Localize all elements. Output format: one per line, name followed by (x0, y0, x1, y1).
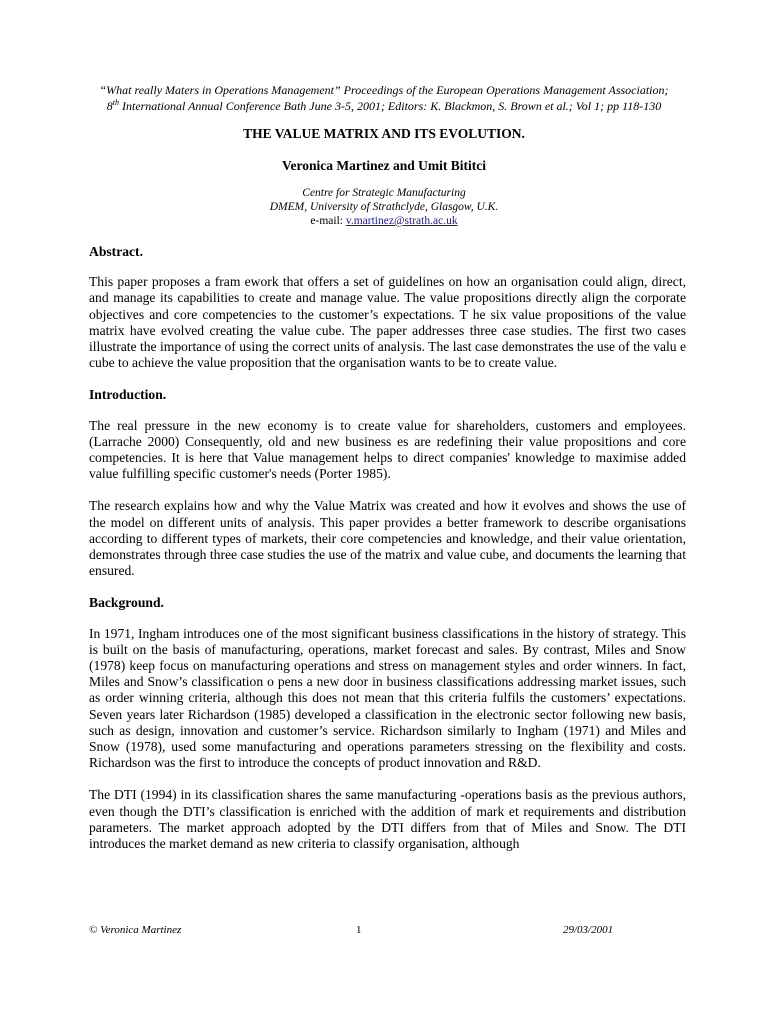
page-footer (0, 924, 768, 938)
abstract-text: This paper proposes a fram ework that offers a set of guidelines on how an organisation could align, direct, and manage its capabilities to create and manage value. The value propositions directly align the corporate objectives and core competencies to the customer’s expectations. T he six value propositions of the value matrix have evolved creating the value cube. The paper addresses three case studies. The first two cases illustrate the importance of using the correct units of analysis. The last case demonstrates the use of the valu e cube to achieve the value proposition that the organisation wants to be to create value. (89, 274, 686, 371)
background-paragraph-2: The DTI (1994) in its classification shares the same manufacturing -operations basis as the previous authors, even though the DTI’s classification is enriched with the addition of mark et requirements and distribution parameters. The market approach adopted by the DTI differs from that of Miles and Snow. The DTI introduces the market demand as new criteria to classify organisation, although (89, 787, 686, 852)
proceedings-header (70, 82, 698, 114)
introduction-paragraph-1: The real pressure in the new economy is to create value for shareholders, customers and employees. (Larrache 2000) Consequently, old and new business es are redefining their value propositions and core competencies. It is here that Value management helps to direct companies' knowledge to maximise added value fulfilling specific customer's needs (Porter 1985). (89, 417, 686, 482)
affiliation-email-line (0, 214, 768, 228)
paper-body (89, 244, 686, 868)
introduction-heading: Introduction. (89, 387, 167, 403)
header-line-2 (70, 98, 698, 114)
affiliation-centre: Centre for Strategic Manufacturing (302, 187, 466, 199)
email-label: e-mail: (310, 215, 346, 227)
author-affiliation (0, 186, 768, 228)
abstract-heading: Abstract. (89, 244, 143, 259)
header-line-2-rest: International Annual Conference Bath June 3-5, 2001; Editors: K. Blackmon, S. Brown et al.; Vol 1; pp 118-130 (118, 99, 662, 113)
header-line-1: “What really Maters in Operations Management” Proceedings of the European Operations Management Association; (99, 83, 669, 97)
header-edition-number: 8 (106, 99, 113, 113)
background-heading: Background. (89, 595, 164, 611)
affiliation-university: DMEM, University of Strathclyde, Glasgow, U.K. (269, 201, 499, 213)
email-link[interactable]: v.martinez@strath.ac.uk (345, 215, 458, 227)
footer-date: 29/03/2001 (563, 924, 614, 936)
paper-title: THE VALUE MATRIX AND ITS EVOLUTION. (243, 126, 525, 141)
background-paragraph-1: In 1971, Ingham introduces one of the most significant business classifications in the history of strategy. This is built on the basis of manufacturing, operations, market forecast and sales. By contrast, Miles and Snow (1978) keep focus on manufacturing operations and stress on management styles and order winners. In fact, Miles and Snow’s classification o pens a new door in business classifications addressing market issues, such as order winning criteria, although this does not mean that this criteria fulfils the customers’ expectations. Seven years later Richardson (1985) developed a classification in the electronic sector following new basis, such as design, innovation and customer’s service. Richardson similarly to Ingham (1971) and Miles and Snow (1978), used some manufacturing and operations parameters stressing on the flexibility and costs. Richardson was the first to introduce the concepts of product innovation and R&D. (89, 625, 686, 771)
footer-copyright: © Veronica Martinez (89, 924, 182, 936)
footer-page-number: 1 (356, 924, 362, 936)
paper-authors: Veronica Martinez and Umit Bititci (282, 158, 486, 173)
header-edition-suffix: th (112, 98, 119, 107)
introduction-paragraph-2: The research explains how and why the Value Matrix was created and how it evolves and shows the use of the model on different units of analysis. This paper provides a better framework to describe organisations according to different types of markets, their core competencies and knowledge, and their value orientation, demonstrates through three case studies the use of the matrix and value cube, and documents the learning that ensured. (89, 498, 686, 579)
